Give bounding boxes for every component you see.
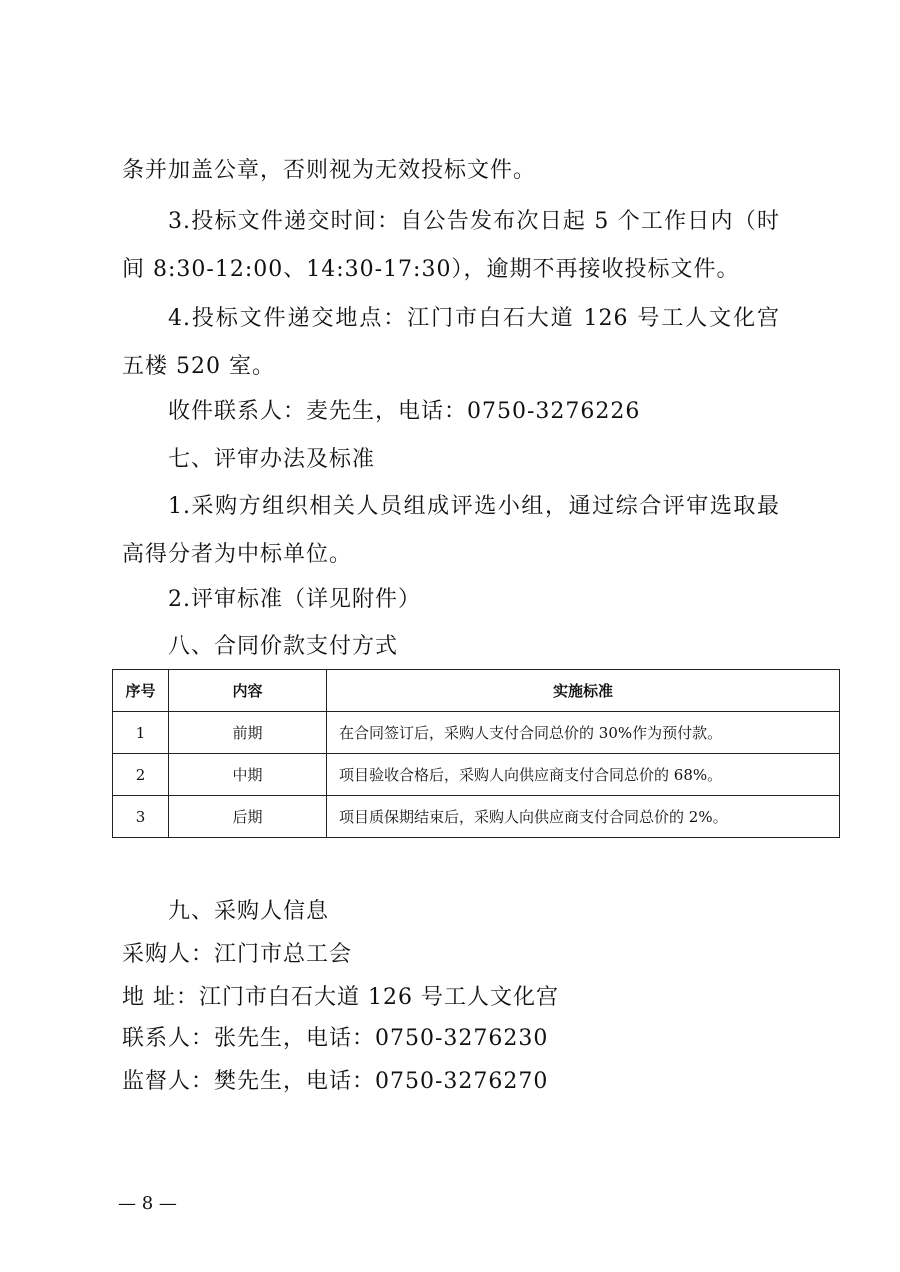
purchaser-line: 采购人：江门市总工会 [122,942,353,967]
cell-index: 1 [113,712,169,754]
body-line-4: 4.投标文件递交地点：江门市白石大道 126 号工人文化宫 [168,306,780,331]
page-number: — 8 — [118,1193,177,1214]
receiver-contact: 收件联系人：麦先生，电话：0750-3276226 [168,399,641,424]
cell-standard: 项目验收合格后，采购人向供应商支付合同总价的 68%。 [327,754,840,796]
table-row [113,712,840,754]
cell-index: 2 [113,754,169,796]
section-7-paragraph-2: 2.评审标准（详见附件） [168,587,421,612]
address-line: 地 址：江门市白石大道 126 号工人文化宫 [122,985,559,1010]
section-7-paragraph-1-line-1: 1.采购方组织相关人员组成评选小组，通过综合评审选取最 [168,494,780,519]
body-line-3: 间 8:30-12:00、14:30-17:30），逾期不再接收投标文件。 [122,257,740,282]
header-index: 序号 [113,670,169,712]
section-8-heading: 八、合同价款支付方式 [168,634,399,659]
cell-standard: 在合同签订后，采购人支付合同总价的 30%作为预付款。 [327,712,840,754]
cell-index: 3 [113,796,169,838]
header-content: 内容 [169,670,327,712]
header-standard: 实施标准 [327,670,840,712]
cell-content: 中期 [169,754,327,796]
payment-table [112,669,840,838]
table-row [113,754,840,796]
cell-standard: 项目质保期结束后，采购人向供应商支付合同总价的 2%。 [327,796,840,838]
section-7-paragraph-1-line-2: 高得分者为中标单位。 [122,542,353,567]
contact-line: 联系人：张先生，电话：0750-3276230 [122,1026,549,1051]
section-9-heading: 九、采购人信息 [168,899,330,924]
section-7-heading: 七、评审办法及标准 [168,447,376,472]
supervisor-line: 监督人：樊先生，电话：0750-3276270 [122,1069,549,1094]
cell-content: 后期 [169,796,327,838]
table-row [113,796,840,838]
cell-content: 前期 [169,712,327,754]
body-line-2: 3.投标文件递交时间：自公告发布次日起 5 个工作日内（时 [168,209,780,234]
body-line-1: 条并加盖公章，否则视为无效投标文件。 [122,158,537,183]
table-header-row [113,670,840,712]
body-line-5: 五楼 520 室。 [122,354,275,379]
